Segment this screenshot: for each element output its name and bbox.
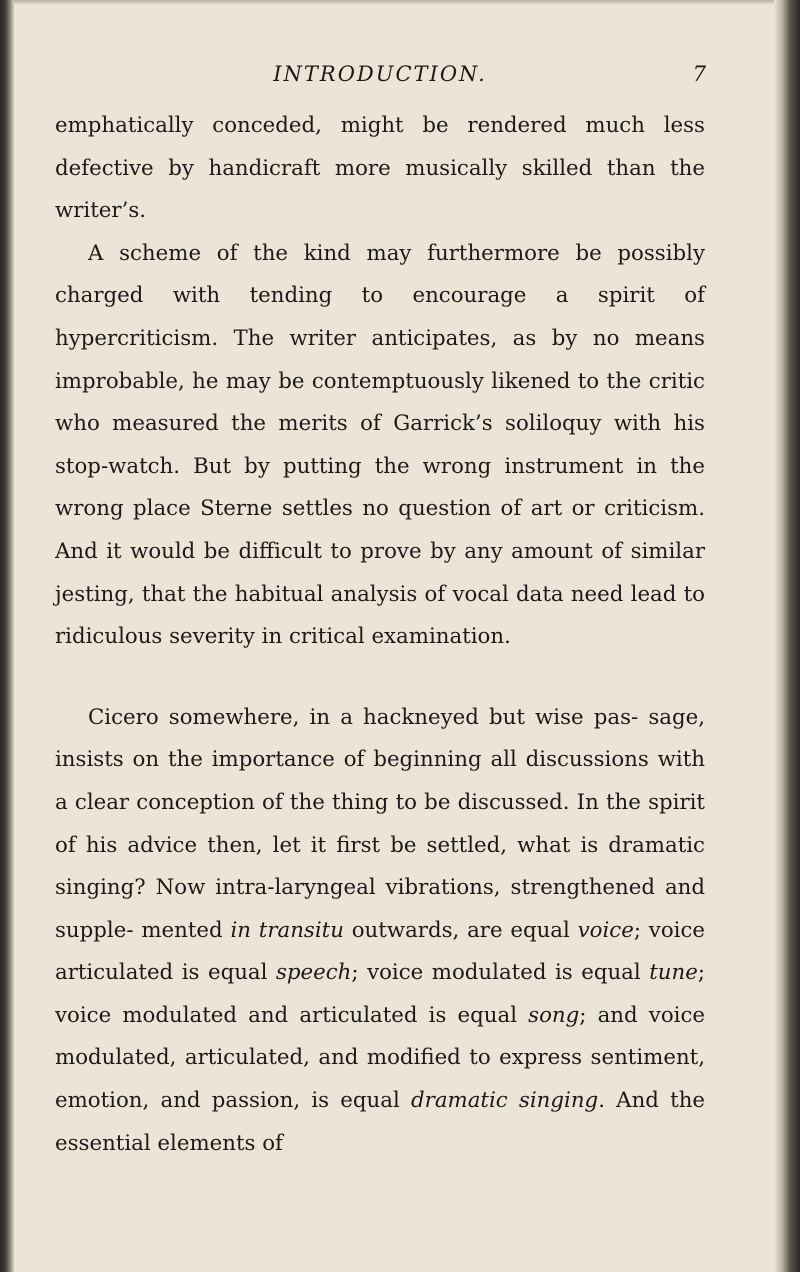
italic-run: song [528,1002,580,1028]
text-run: . And the essential elements of [55,1088,706,1156]
book-gutter-right [774,0,800,1272]
running-title: INTRODUCTION. [273,62,487,86]
text-run: ; and voice modulated, articulated, and modified to express sentiment, emotion, and passion, is equal [55,1002,705,1114]
text-run: ; voice modulated and articulated is equal [55,960,705,1028]
page-top-edge [14,0,774,5]
paragraph-3 [55,697,705,1166]
italic-run: dramatic singing [411,1088,599,1114]
italic-run: tune [649,960,698,986]
body-text [55,105,705,1165]
text-run: Cicero somewhere, in a hackneyed but wise pas- sage, insists on the importance of beginning all discussions with a clear conception of the thing to be discussed. In the spirit of his advice then, let it first be settled, what is dramatic singing? Now intra-laryngeal vibrations, strengthened and supple- mented [55,704,705,943]
book-gutter-left [0,0,14,1272]
text-run: ; voice articulated is equal [55,917,705,986]
paragraph-2: A scheme of the kind may furthermore be possibly charged with tending to encourage a spirit of hypercriticism. The writer anticipates, as by no means improbable, he may be contemptuously likened to the critic who measured the merits of Garrick’s soliloquy with his stop-watch. But by putting the wrong instrument in the wrong place Sterne settles no question of art or criticism. And it would be difficult to prove by any amount of similar jesting, that the habitual analysis of vocal data need lead to ridiculous severity in critical examination. [55,240,705,650]
italic-run: voice [577,917,634,943]
text-run: ; voice modulated is equal [351,960,650,986]
text-run: outwards, are equal [343,917,578,943]
book-page [55,62,705,1165]
running-header [55,62,705,92]
page-number: 7 [692,62,706,86]
italic-run: in transitu [230,917,344,943]
italic-run: speech [275,960,352,986]
paragraph-1: emphatically conceded, might be rendered much less defective by handicraft more musically skilled than the writer’s. [55,113,705,224]
